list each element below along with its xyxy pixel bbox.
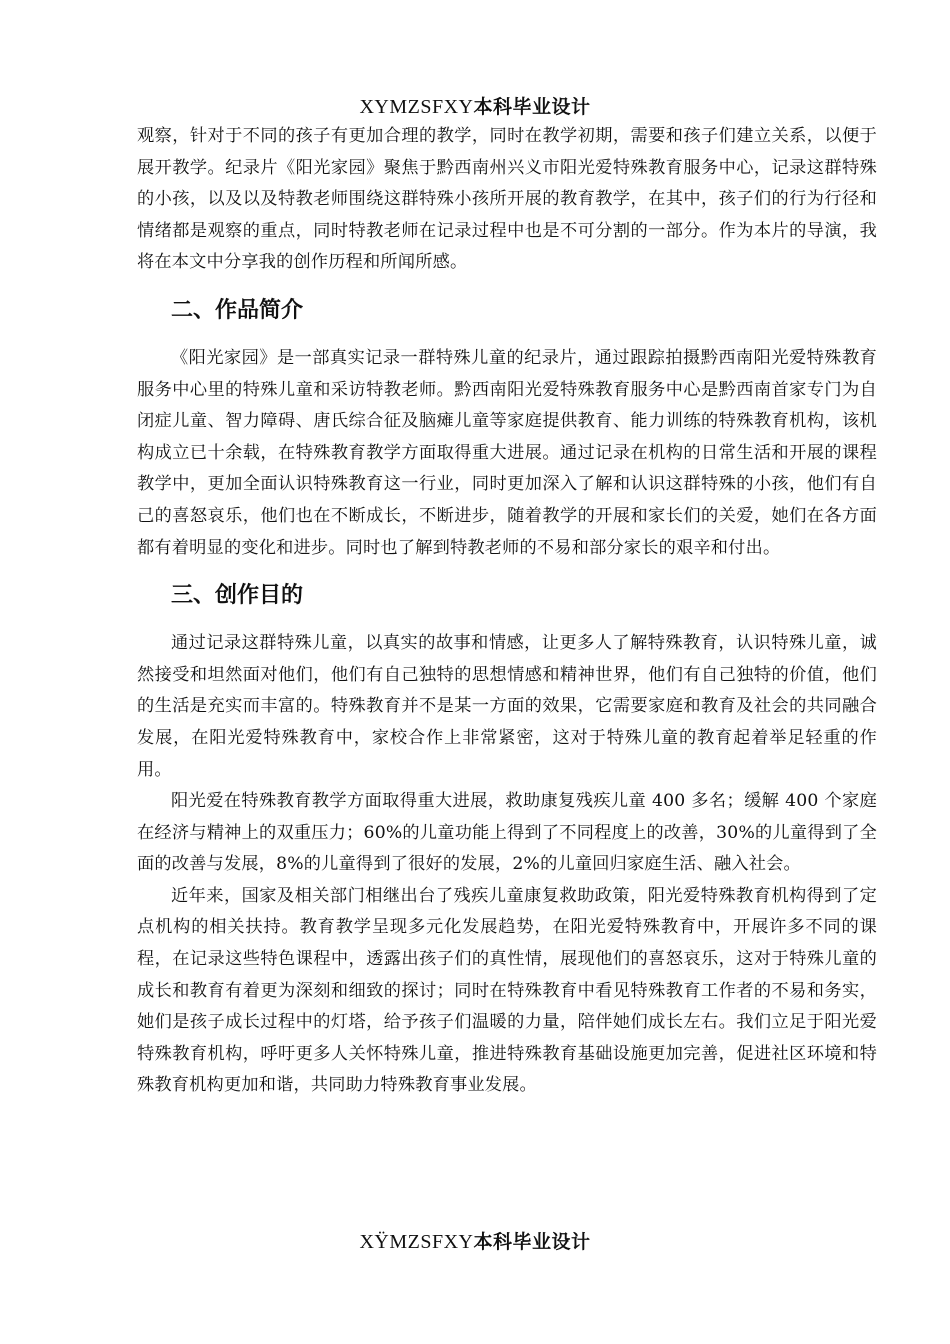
header-title: 本科毕业设计 (473, 96, 591, 118)
section-introduction-paragraph: 《阳光家园》是一部真实记录一群特殊儿童的纪录片，通过跟踪拍摄黔西南阳光爱特殊教育服务中心里的特殊儿童和采访特教老师。黔西南阳光爱特殊教育服务中心是黔西南首家专门为自闭症儿童、智力障碍、唐氏综合征及脑瘫儿童等家庭提供教育、能力训练的特殊教育机构，该机构成立已十余载，在特殊教育教学方面取得重大进展。通过记录在机构的日常生活和开展的课程教学中，更加全面认识特殊教育这一行业，同时更加深入了解和认识这群特殊的小孩，他们有自己的喜怒哀乐，他们也在不断成长，不断进步，随着教学的开展和家长们的关爱，她们在各方面都有着明显的变化和进步。同时也了解到特教老师的不易和部分家长的艰辛和付出。 (137, 347, 877, 558)
section-heading-introduction: 二、作品简介 (171, 297, 304, 323)
footer-code: XŸMZSFXY (359, 1231, 474, 1253)
page-footer (0, 1227, 950, 1254)
page-content (137, 121, 877, 1102)
purpose-paragraph-3: 近年来，国家及相关部门相继出台了残疾儿童康复救助政策，阳光爱特殊教育机构得到了定点机构的相关扶持。教育教学呈现多元化发展趋势，在阳光爱特殊教育中，开展许多不同的课程，在记录这些特色课程中，透露出孩子们的真性情，展现他们的喜怒哀乐，这对于特殊儿童的成长和教育有着更为深刻和细致的探讨；同时在特殊教育中看见特殊教育工作者的不易和务实，她们是孩子成长过程中的灯塔，给予孩子们温暖的力量，陪伴她们成长左右。我们立足于阳光爱特殊教育机构，呼吁更多人关怀特殊儿童，推进特殊教育基础设施更加完善，促进社区环境和特殊教育机构更加和谐，共同助力特殊教育事业发展。 (137, 885, 877, 1096)
header-code: XYMZSFXY (359, 96, 474, 118)
purpose-paragraph-1: 通过记录这群特殊儿童，以真实的故事和情感，让更多人了解特殊教育，认识特殊儿童，诚然接受和坦然面对他们，他们有自己独特的思想情感和精神世界，他们有自己独特的价值，他们的生活是充实而丰富的。特殊教育并不是某一方面的效果，它需要家庭和教育及社会的共同融合发展，在阳光爱特殊教育中，家校合作上非常紧密，这对于特殊儿童的教育起着举足轻重的作用。 (137, 633, 877, 780)
page-header (0, 92, 950, 119)
footer-title: 本科毕业设计 (473, 1231, 591, 1253)
purpose-paragraph-2: 阳光爱在特殊教育教学方面取得重大进展，救助康复残疾儿童 400 多名；缓解 400 个家庭在经济与精神上的双重压力；60%的儿童功能上得到了不同程度上的改善，30%的儿童得到了全面的改善与发展，8%的儿童得到了很好的发展，2%的儿童回归家庭生活、融入社会。 (137, 791, 877, 875)
section-heading-purpose: 三、创作目的 (171, 583, 304, 609)
intro-paragraph: 观察，针对于不同的孩子有更加合理的教学，同时在教学初期，需要和孩子们建立关系，以便于展开教学。纪录片《阳光家园》聚焦于黔西南州兴义市阳光爱特殊教育服务中心，记录这群特殊的小孩，以及以及特教老师围绕这群特殊小孩所开展的教育教学，在其中，孩子们的行为行径和情绪都是观察的重点，同时特教老师在记录过程中也是不可分割的一部分。作为本片的导演，我将在本文中分享我的创作历程和所闻所感。 (137, 126, 877, 273)
